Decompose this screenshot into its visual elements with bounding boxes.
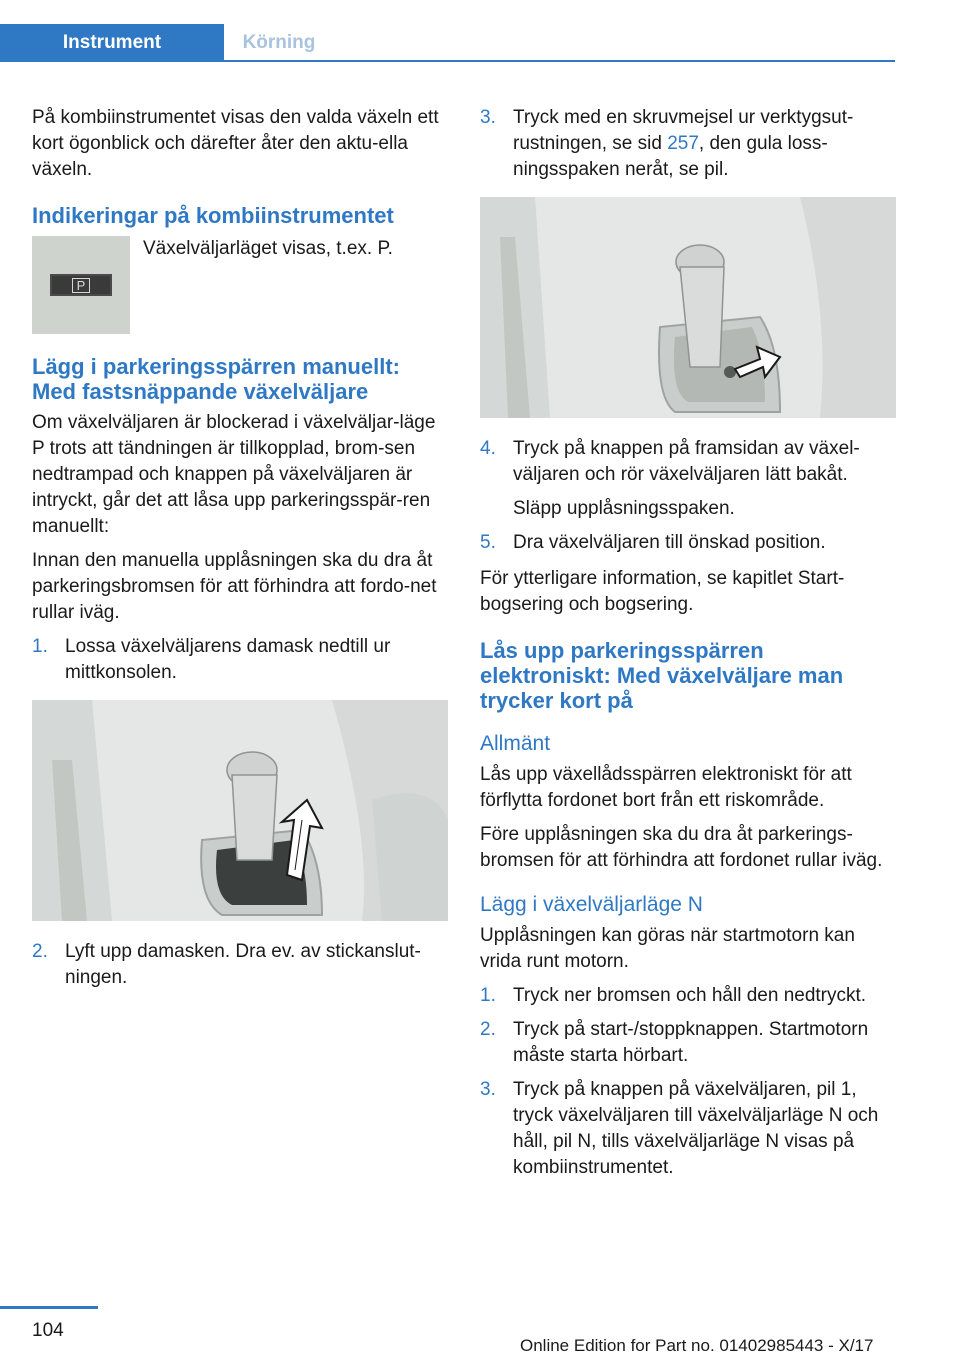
- step-text: Dra växelväljaren till önskad position.: [513, 532, 826, 553]
- steps-list-right-b: [480, 436, 896, 556]
- intro-paragraph: På kombiinstrumentet visas den valda växeln ett kort ögonblick och därefter åter den aktu-ella växeln.: [32, 107, 439, 180]
- step-text: Tryck på knappen på växelväljaren, pil 1, tryck växelväljaren till växelväljarläge N och håll, pil N, tills växelväljarläge N visas på kombiinstrumentet.: [513, 1079, 879, 1178]
- page-number: 104: [32, 1320, 64, 1341]
- step-text: Lossa växelväljarens damask nedtill ur mittkonsolen.: [65, 636, 391, 683]
- step-number: 1.: [32, 636, 48, 657]
- step-number: 2.: [32, 941, 48, 962]
- general-paragraph-1: Lås upp växellådsspärren elektroniskt för att förflytta fordonet bort från ett riskområde.: [480, 764, 852, 811]
- step-number: 5.: [480, 532, 496, 553]
- indicator-description: Växelväljarläget visas, t.ex. P.: [143, 238, 393, 259]
- tab-instrument[interactable]: Instrument: [0, 24, 224, 62]
- release-lever-photo: [480, 197, 896, 418]
- step-number: 2.: [480, 1019, 496, 1040]
- heading-electronic-release: Lås upp parkeringsspärren elektroniskt: Med växelväljare man trycker kort på: [480, 638, 844, 713]
- step-text: Tryck med en skruvmejsel ur verktygsut-rustningen, se sid: [513, 107, 854, 154]
- step-text: Lyft upp damasken. Dra ev. av stickanslut-ningen.: [65, 941, 421, 988]
- tab-korning[interactable]: Körning: [242, 32, 316, 53]
- steps-list-left-b: [32, 939, 448, 991]
- heading-indicators: Indikeringar på kombiinstrumentet: [32, 203, 394, 228]
- step-number: 3.: [480, 107, 496, 128]
- list-item: [480, 1077, 896, 1181]
- heading-manual-release: Lägg i parkeringsspärren manuellt: Med fastsnäppande växelväljare: [32, 354, 400, 404]
- steps-list-left-a: [32, 634, 448, 686]
- footer-accent-line: [0, 1306, 98, 1309]
- steps-list-neutral: [480, 983, 896, 1181]
- step-text: Tryck på start-/stoppknappen. Startmotorn måste starta hörbart.: [513, 1019, 869, 1066]
- right-column: [480, 105, 896, 1191]
- list-item: [480, 530, 896, 556]
- neutral-paragraph: Upplåsningen kan göras när startmotorn kan vrida runt motorn.: [480, 925, 855, 972]
- gear-p-glyph: P: [72, 278, 91, 293]
- indicator-row: [32, 236, 448, 334]
- edition-footer: Online Edition for Part no. 01402985443 - X/17: [520, 1336, 874, 1355]
- left-column: [32, 105, 448, 1001]
- list-item: [480, 1017, 896, 1069]
- list-item: [32, 939, 448, 991]
- list-item: [480, 436, 896, 522]
- step-number: 1.: [480, 985, 496, 1006]
- gear-indicator-image: [32, 236, 130, 334]
- steps-list-right-a: [480, 105, 896, 183]
- list-item: [480, 105, 896, 183]
- list-item: [32, 634, 448, 686]
- release-lever-illustration: [480, 197, 896, 418]
- more-info-paragraph: För ytterligare information, se kapitlet Start-bogsering och bogsering.: [480, 568, 845, 615]
- general-paragraph-2: Före upplåsningen ska du dra åt parkerings-bromsen för att förhindra att fordonet rullar iväg.: [480, 824, 883, 871]
- page-link-257[interactable]: 257: [667, 133, 699, 154]
- step-number: 3.: [480, 1079, 496, 1100]
- gear-boot-illustration: [32, 700, 448, 921]
- step-number: 4.: [480, 438, 496, 459]
- step-subtext: Släpp upplåsningsspaken.: [513, 498, 735, 519]
- chapter-header: [0, 24, 895, 62]
- step-text: Tryck ner bromsen och håll den nedtryckt.: [513, 985, 867, 1006]
- step-text: Tryck på knappen på framsidan av växel-väljaren och rör växelväljaren lätt bakåt.: [513, 438, 860, 485]
- step-text-continued: , den gula loss-ningsspaken neråt, se pil.: [513, 133, 828, 180]
- manual-paragraph-2: Innan den manuella upplåsningen ska du dra åt parkeringsbromsen för att förhindra att fordo-net rullar iväg.: [32, 550, 437, 623]
- gear-display-icon: [50, 274, 112, 296]
- manual-paragraph-1: Om växelväljaren är blockerad i växelväljar-läge P trots att tändningen är tillkopplad, brom-sen nedtrampad och knappen på växelväljaren är intryckt, går det att låsa upp parkeringsspär-ren manuellt:: [32, 412, 436, 537]
- gear-boot-photo: [32, 700, 448, 921]
- heading-neutral: Lägg i växelväljarläge N: [480, 893, 703, 916]
- heading-general: Allmänt: [480, 732, 551, 755]
- list-item: [480, 983, 896, 1009]
